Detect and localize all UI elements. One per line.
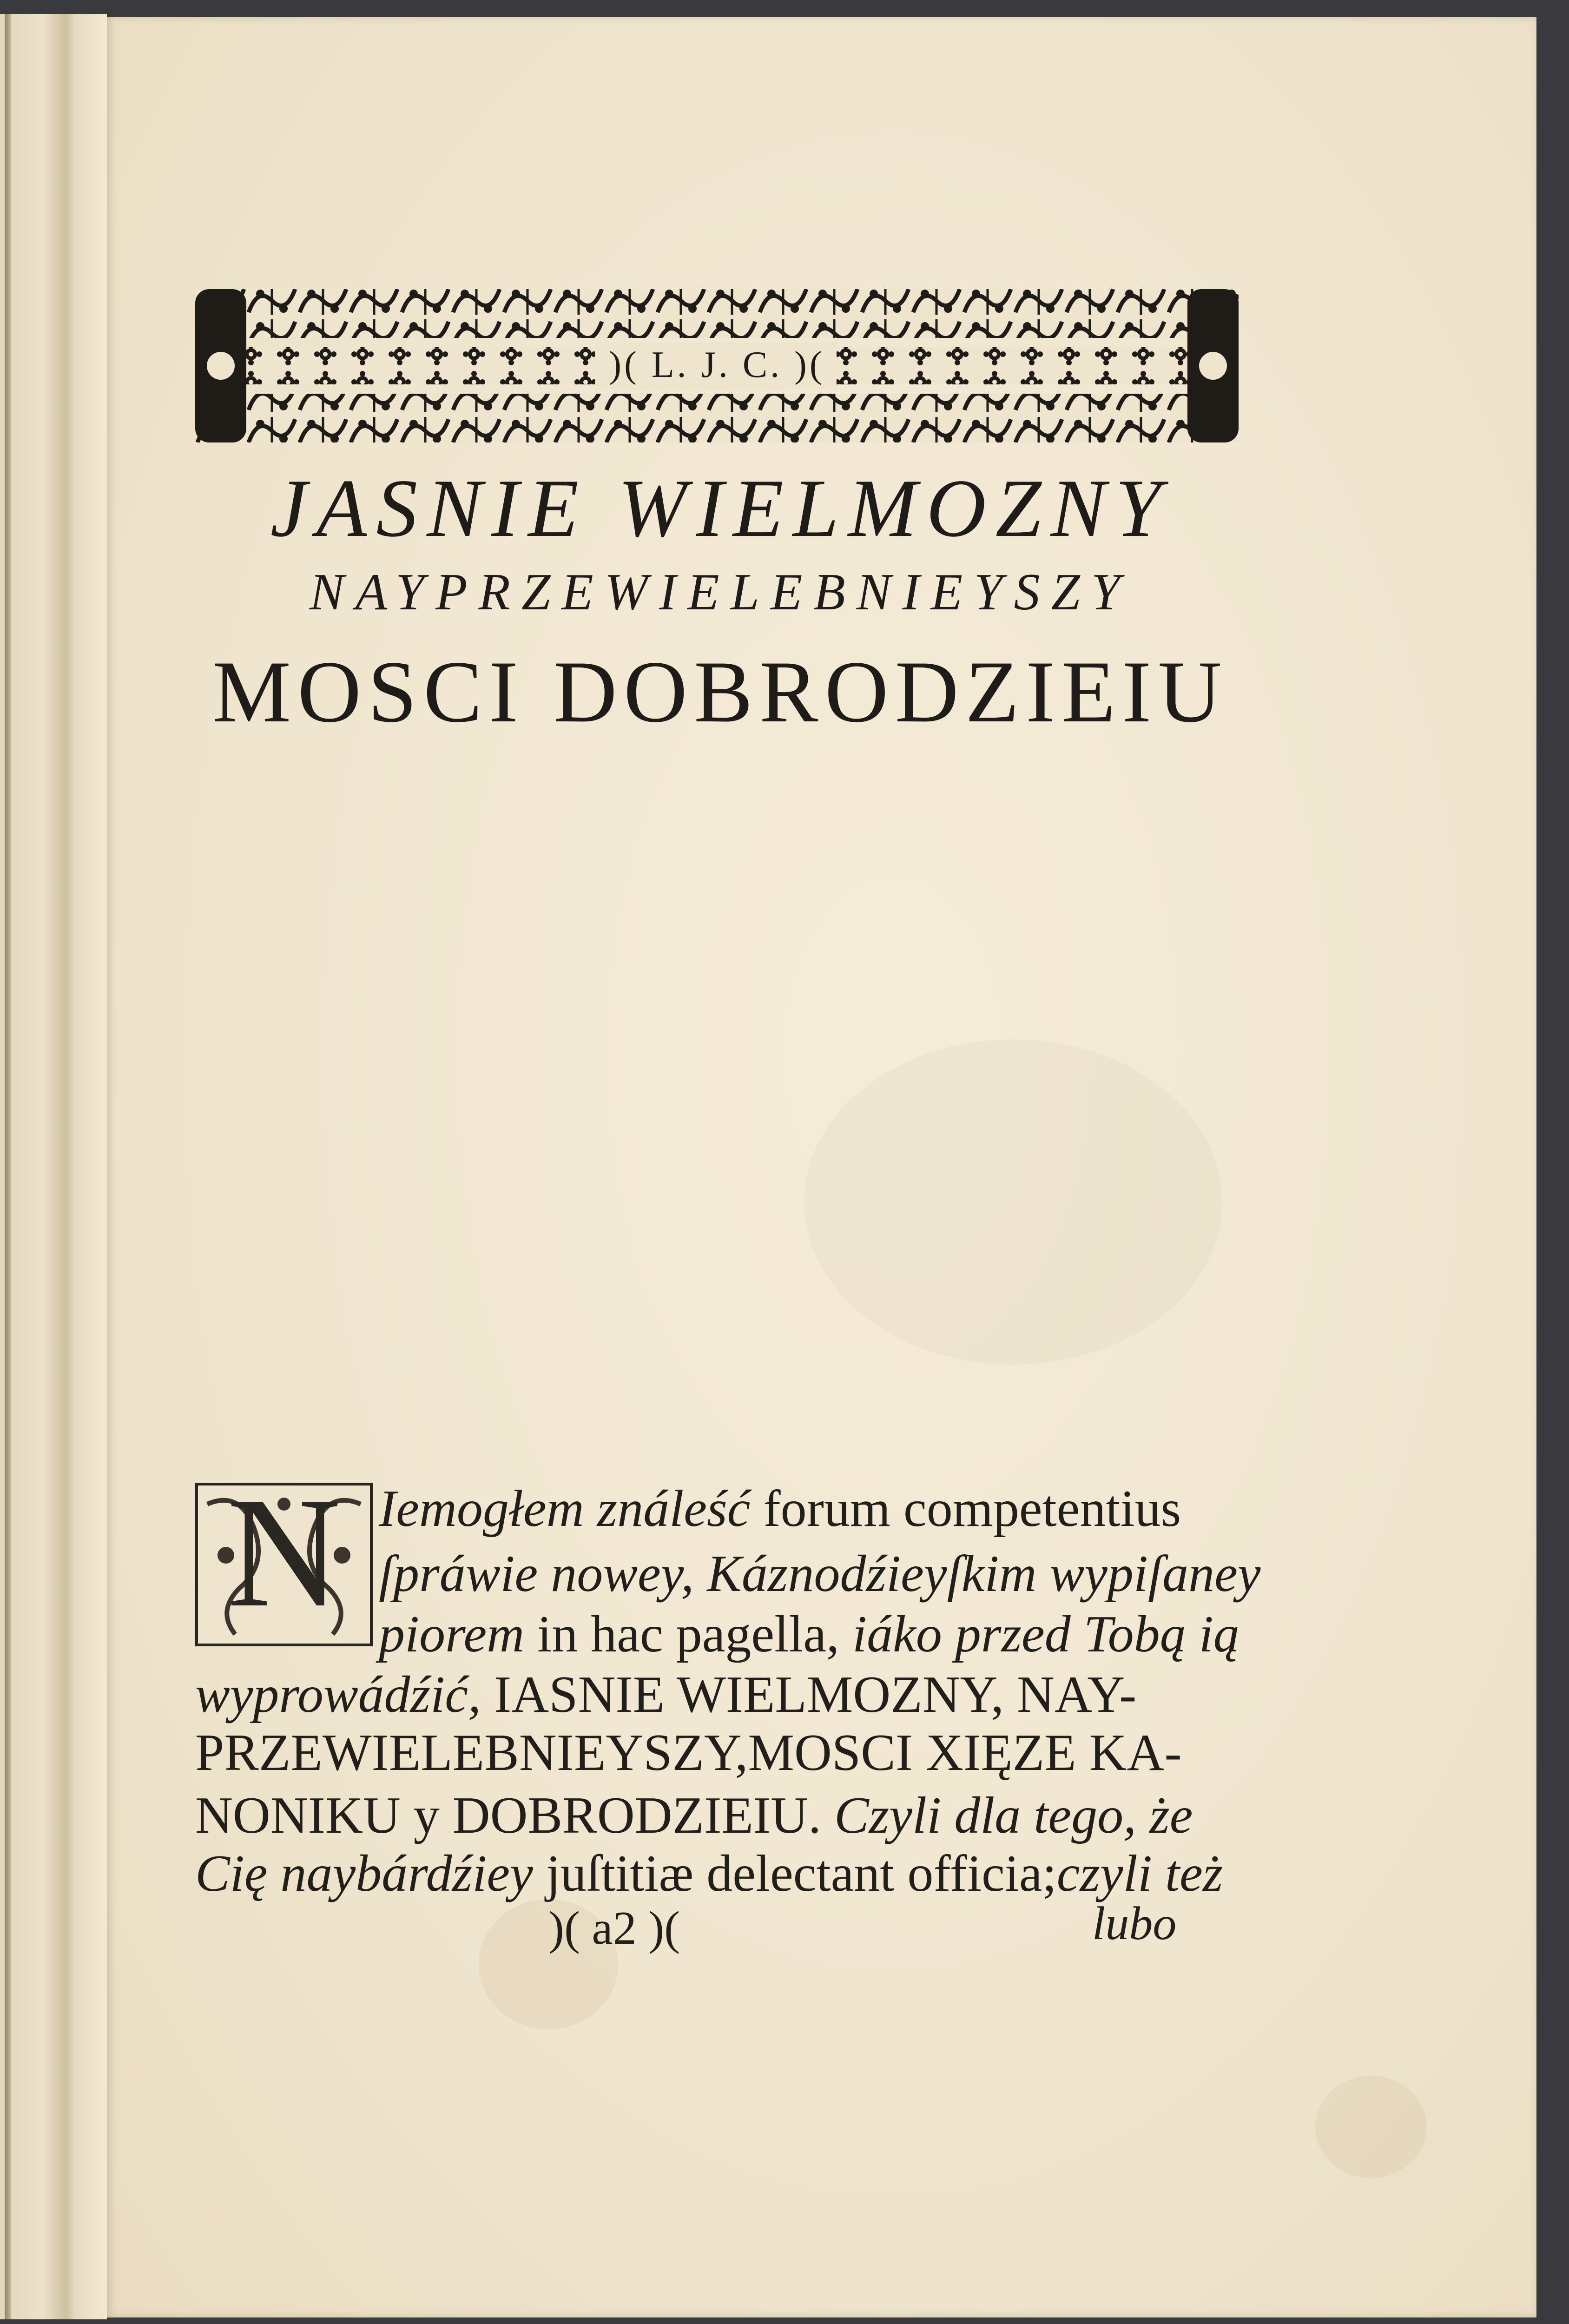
text-line: [195, 1845, 1246, 1902]
text-line: [195, 1789, 1246, 1842]
text-italic: Czyli dla tego, że: [834, 1787, 1193, 1844]
decorated-initial: [195, 1465, 373, 1646]
binding-edge: [5, 14, 11, 2319]
signature-mark: )( a2 )(: [548, 1902, 680, 1954]
text-line: [379, 1605, 1243, 1663]
text-line: [195, 1666, 1246, 1723]
text-line: ſpráwie nowey, Káznodźieyſkim wypiſaney: [379, 1545, 1261, 1603]
catchword: lubo: [1092, 1897, 1177, 1950]
text-roman: NONIKU y DOBRODZIEIU.: [195, 1787, 834, 1844]
paper-stain: [1315, 2076, 1427, 2178]
text-roman: IASNIE WIELMOZNY, NAY-: [494, 1666, 1137, 1723]
text-italic: piorem: [379, 1605, 538, 1663]
title-line-1: JASNIE WIELMOZNY: [270, 462, 1171, 554]
bleed-through-area: [804, 1039, 1222, 1365]
text-italic: iáko przed Tobą ią: [852, 1605, 1239, 1663]
text-italic: czyli też: [1056, 1845, 1223, 1902]
text-roman: juſtitiæ delectant officia;: [546, 1845, 1057, 1902]
title-line-2: NAYPRZEWIELEBNIEYSZY: [309, 563, 1132, 621]
text-roman: in hac pagella,: [537, 1605, 853, 1663]
text-line: PRZEWIELEBNIEYSZY,MOSCI XIĘZE KA-: [195, 1724, 1182, 1782]
headpiece-label: )( L. J. C. )(: [609, 344, 825, 385]
binding-gutter: [0, 14, 107, 2319]
title-line-3: MOSCI DOBRODZIEIU: [212, 643, 1228, 741]
ornamental-headpiece: [195, 284, 1239, 447]
text-line: [379, 1480, 1243, 1538]
text-italic: Iemogłem ználeść: [379, 1480, 764, 1538]
initial-letter: N: [227, 1465, 341, 1640]
text-italic: wyprowádźić,: [195, 1666, 494, 1723]
text-roman: forum competentius: [763, 1480, 1181, 1538]
text-italic: Cię naybárdźiey: [195, 1845, 546, 1902]
